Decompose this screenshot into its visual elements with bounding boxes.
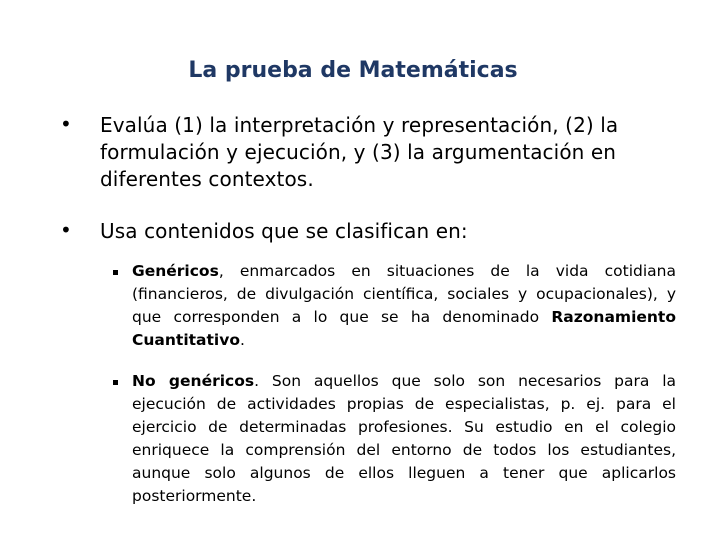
square-bullet-icon (113, 380, 118, 385)
sub-item-term: No genéricos (132, 372, 255, 390)
sub-item-ending: . (239, 331, 245, 349)
sub-item-text (132, 260, 676, 352)
sub-item-text (132, 370, 676, 508)
square-bullet-icon (113, 270, 118, 275)
sub-item-emphasis: Razonamiento Cuantitativo (132, 308, 676, 349)
sub-item-description: . Son aquellos que solo son necesarios para la ejecución de actividades propias de especialistas, p. ej. para el ejercicio de determinadas profesiones. Su estudio en el colegio enriquece la comprensión del entorno de todos los estudiantes, aunque solo algunos de ellos lleguen a tener que aplicarlos posteriormente. (132, 372, 677, 505)
sub-item-term: Genéricos (132, 262, 219, 280)
bullet-text: Evalúa (1) la interpretación y representación, (2) la formulación y ejecución, y (3) la argumentación en diferentes contextos. (100, 113, 619, 191)
sub-item-description: , enmarcados en situaciones de la vida cotidiana (financieros, de divulgación científica, sociales y ocupacionales), y que corresponden a lo que se ha denominado (132, 262, 676, 326)
bullet-marker: • (60, 112, 72, 136)
bullet-marker: • (60, 218, 72, 242)
page-title: La prueba de Matemáticas (188, 58, 518, 83)
bullet-text: Usa contenidos que se clasifican en: (100, 219, 468, 243)
